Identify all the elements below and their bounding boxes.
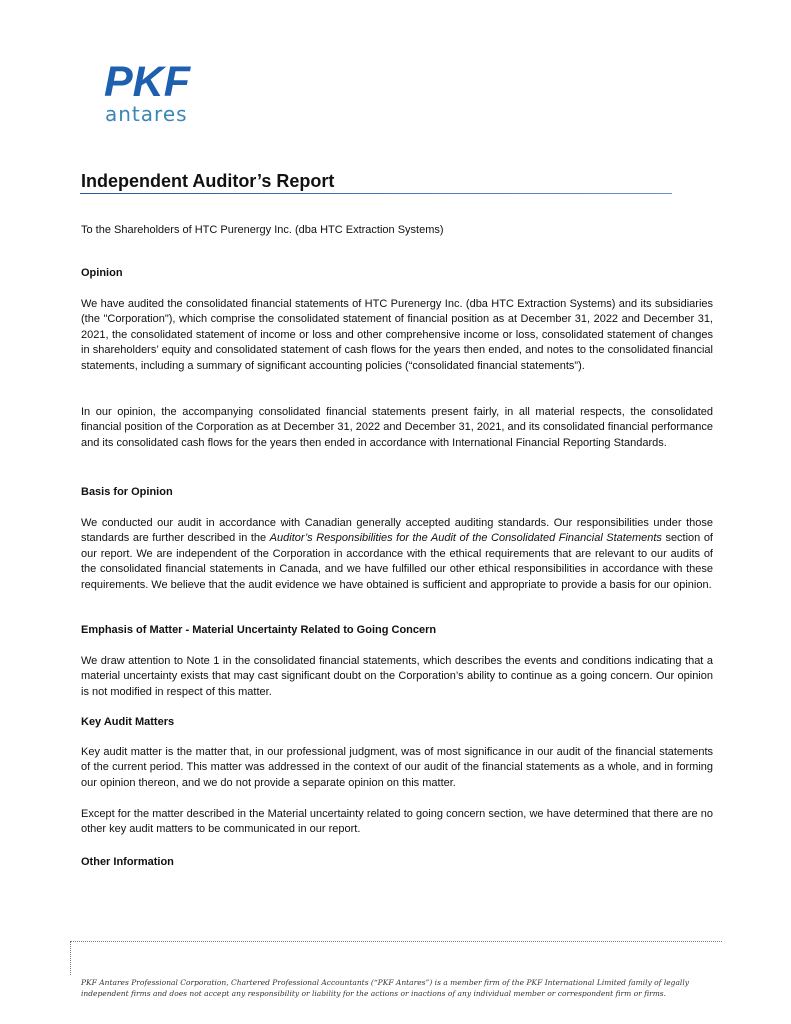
emphasis-heading: Emphasis of Matter - Material Uncertainty Related to Going Concern — [81, 624, 437, 636]
key-audit-paragraph-2: Except for the matter described in the Material uncertainty related to going concern section, we have determined that there are no other key audit matters to be communicated in our report. — [81, 808, 713, 836]
opinion-heading: Opinion — [81, 267, 123, 279]
key-audit-paragraph-1: Key audit matter is the matter that, in our professional judgment, was of most significance in our audit of the financial statements of the current period. This matter was addressed in the context of our audit of the financial statements as a whole, and in forming our opinion thereon, and we do not provide a separate opinion on this matter. — [81, 746, 713, 789]
emphasis-paragraph: We draw attention to Note 1 in the consolidated financial statements, which describes the events and conditions indicating that a material uncertainty exists that may cast significant doubt on the Corporation’s ability to continue as a going concern. Our opinion is not modified in respect of this matter. — [81, 655, 713, 698]
footer-divider — [70, 941, 722, 942]
opinion-paragraph-2: In our opinion, the accompanying consolidated financial statements present fairly, in all material respects, the consolidated financial position of the Corporation as at December 31, 2022 and December 31, 2021, and its consolidated financial performance and its consolidated cash flows for the years then ended in accordance with International Financial Reporting Standards. — [81, 406, 713, 449]
logo-subtitle: antares — [105, 102, 188, 126]
basis-heading: Basis for Opinion — [81, 486, 173, 498]
addressee: To the Shareholders of HTC Purenergy Inc. (dba HTC Extraction Systems) — [81, 224, 444, 236]
other-information-heading: Other Information — [81, 856, 174, 868]
logo-wordmark: PKF — [104, 58, 190, 106]
basis-text-a: We conducted our audit in accordance with Canadian generally accepted auditing standards. Our responsibilities under those standards are further described in the — [81, 517, 713, 545]
basis-text-b: section of our report. We are independent of the Corporation in accordance with the ethical requirements that are relevant to our audits of the consolidated financial statements in Canada, and we have fulfilled our other ethical responsibilities in accordance with these requirements. We believe that the audit evidence we have obtained is sufficient and appropriate to provide a basis for our opinion. — [81, 532, 713, 591]
pkf-antares-logo — [104, 58, 214, 128]
title-underline — [80, 193, 672, 194]
opinion-paragraph-1: We have audited the consolidated financial statements of HTC Purenergy Inc. (dba HTC Extraction Systems) and its subsidiaries (the "Corporation"), which comprise the consolidated statement of financial position as at December 31, 2022 and December 31, 2021, the consolidated statement of income or loss and other comprehensive income or loss, consolidated statement of changes in shareholders’ equity and consolidated statement of cash flows for the years then ended, and notes to the consolidated financial statements, including a summary of significant accounting policies (“consolidated financial statements”). — [81, 298, 713, 372]
key-audit-heading: Key Audit Matters — [81, 716, 175, 728]
footer-disclaimer: PKF Antares Professional Corporation, Chartered Professional Accountants (“PKF Antares”) is a member firm of the PKF International Limited family of legally independent firms and does not accept any responsibility or liability for the actions or inactions of any individual member or correspondent firm or firms. — [81, 978, 689, 998]
footer-margin-marker — [70, 941, 71, 975]
basis-paragraph — [81, 516, 713, 593]
basis-text-italic: Auditor’s Responsibilities for the Audit of the Consolidated Financial Statements — [269, 532, 662, 545]
report-title: Independent Auditor’s Report — [81, 171, 335, 191]
